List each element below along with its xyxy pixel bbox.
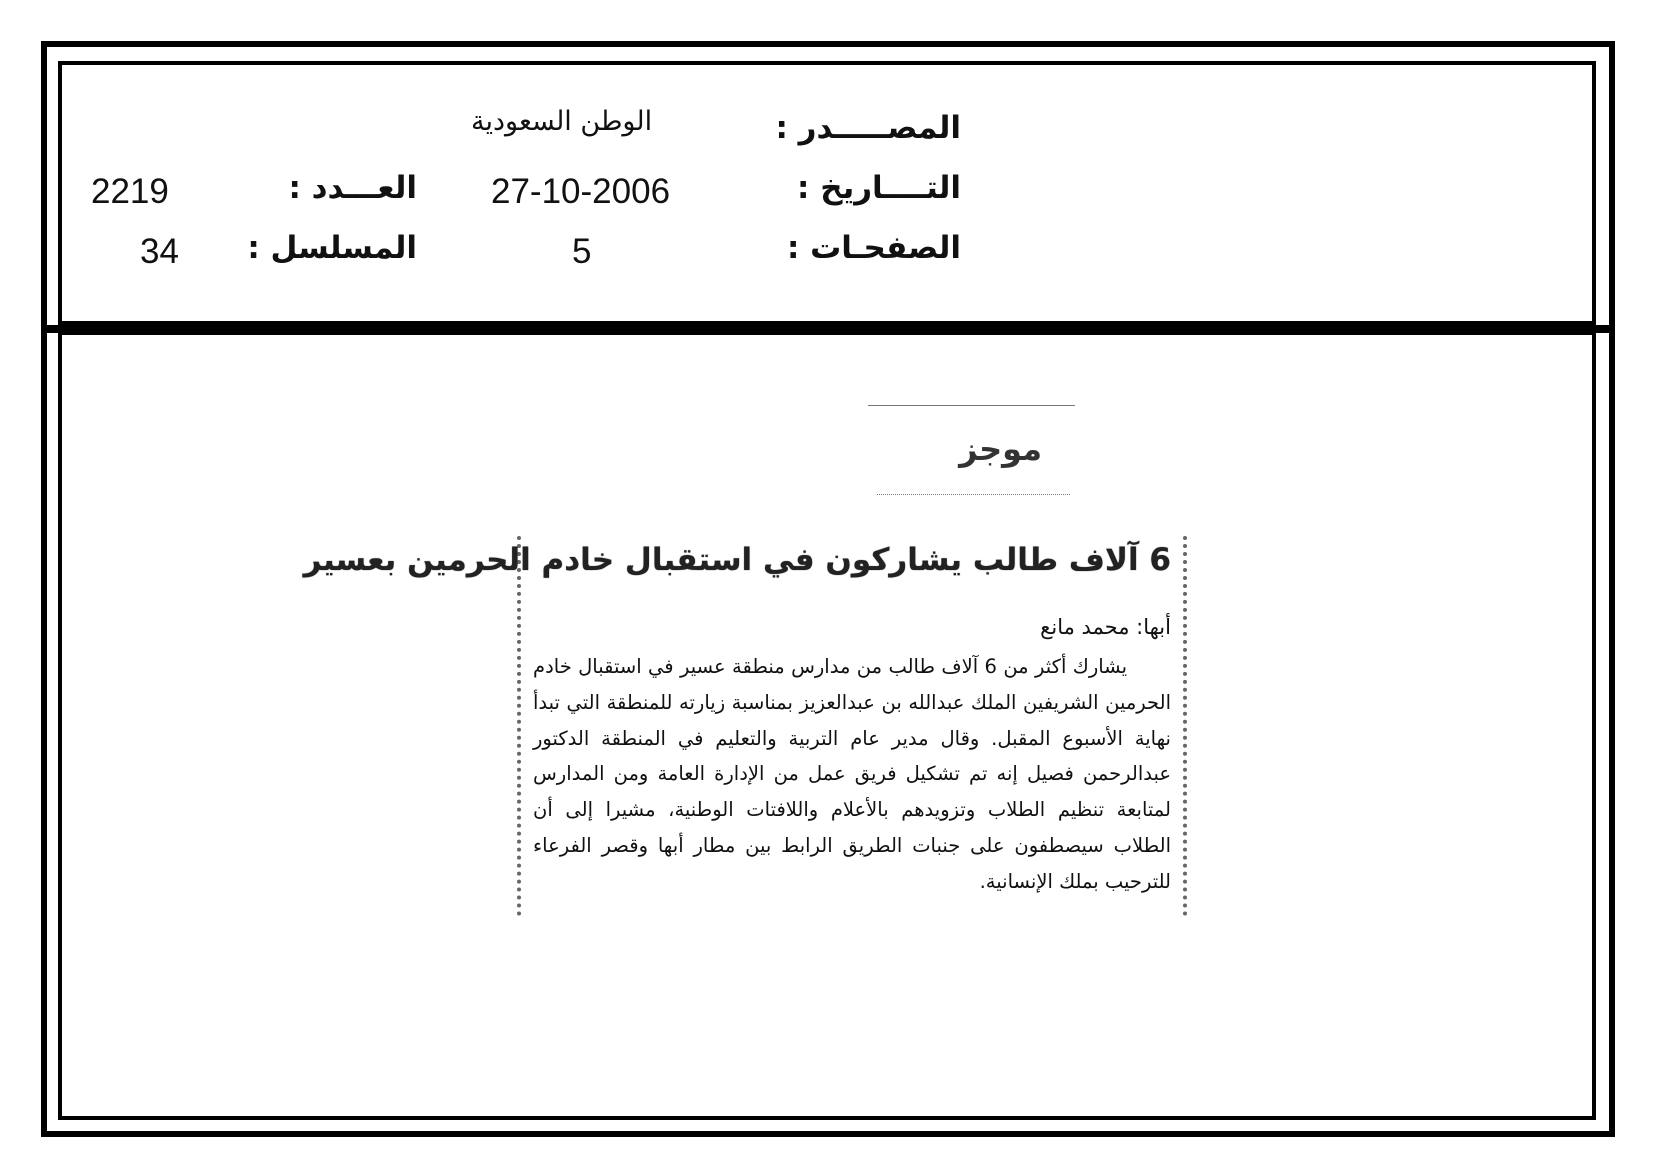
source-label: المصـــــدر : bbox=[775, 110, 961, 146]
section-rule-top bbox=[868, 405, 1075, 406]
article-clipping bbox=[303, 536, 1187, 916]
serial-value: 34 bbox=[140, 232, 179, 271]
article-headline: 6 آلاف طالب يشاركون في استقبال خادم الحرمين بعسير bbox=[303, 542, 1171, 578]
serial-label: المسلسل : bbox=[247, 230, 417, 266]
source-value: الوطن السعودية bbox=[471, 106, 653, 137]
section-rule-bottom bbox=[877, 494, 1070, 495]
date-value: 27-10-2006 bbox=[491, 172, 671, 211]
article-body bbox=[533, 649, 1171, 900]
article-paragraph: يشارك أكثر من 6 آلاف طالب من مدارس منطقة عسير في استقبال خادم الحرمين الشريفين الملك عبدالله بن عبدالعزيز بمناسبة زيارته للمنطقة التي تبدأ نهاية الأسبوع المقبل. وقال مدير عام التربية والتعليم في المنطقة الدكتور عبدالرحمن فصيل إنه تم تشكيل فريق عمل من الإدارة العامة ومن المدارس لمتابعة تنظيم الطلاب وتزويدهم بالأعلام واللافتات الوطنية، مشيرا إلى أن الطلاب سيصطفون على جنبات الطريق الرابط بين مطار أبها وقصر الفرعاء للترحيب بملك الإنسانية. bbox=[533, 655, 1171, 893]
pages-value: 5 bbox=[572, 232, 592, 271]
pages-label: الصفحـات : bbox=[786, 230, 961, 266]
issue-value: 2219 bbox=[91, 172, 169, 211]
article-byline: أبها: محمد مانع bbox=[1040, 615, 1171, 639]
issue-label: العـــدد : bbox=[288, 170, 417, 206]
section-label: موجز bbox=[959, 430, 1042, 468]
date-label: التــــاريخ : bbox=[797, 170, 961, 206]
